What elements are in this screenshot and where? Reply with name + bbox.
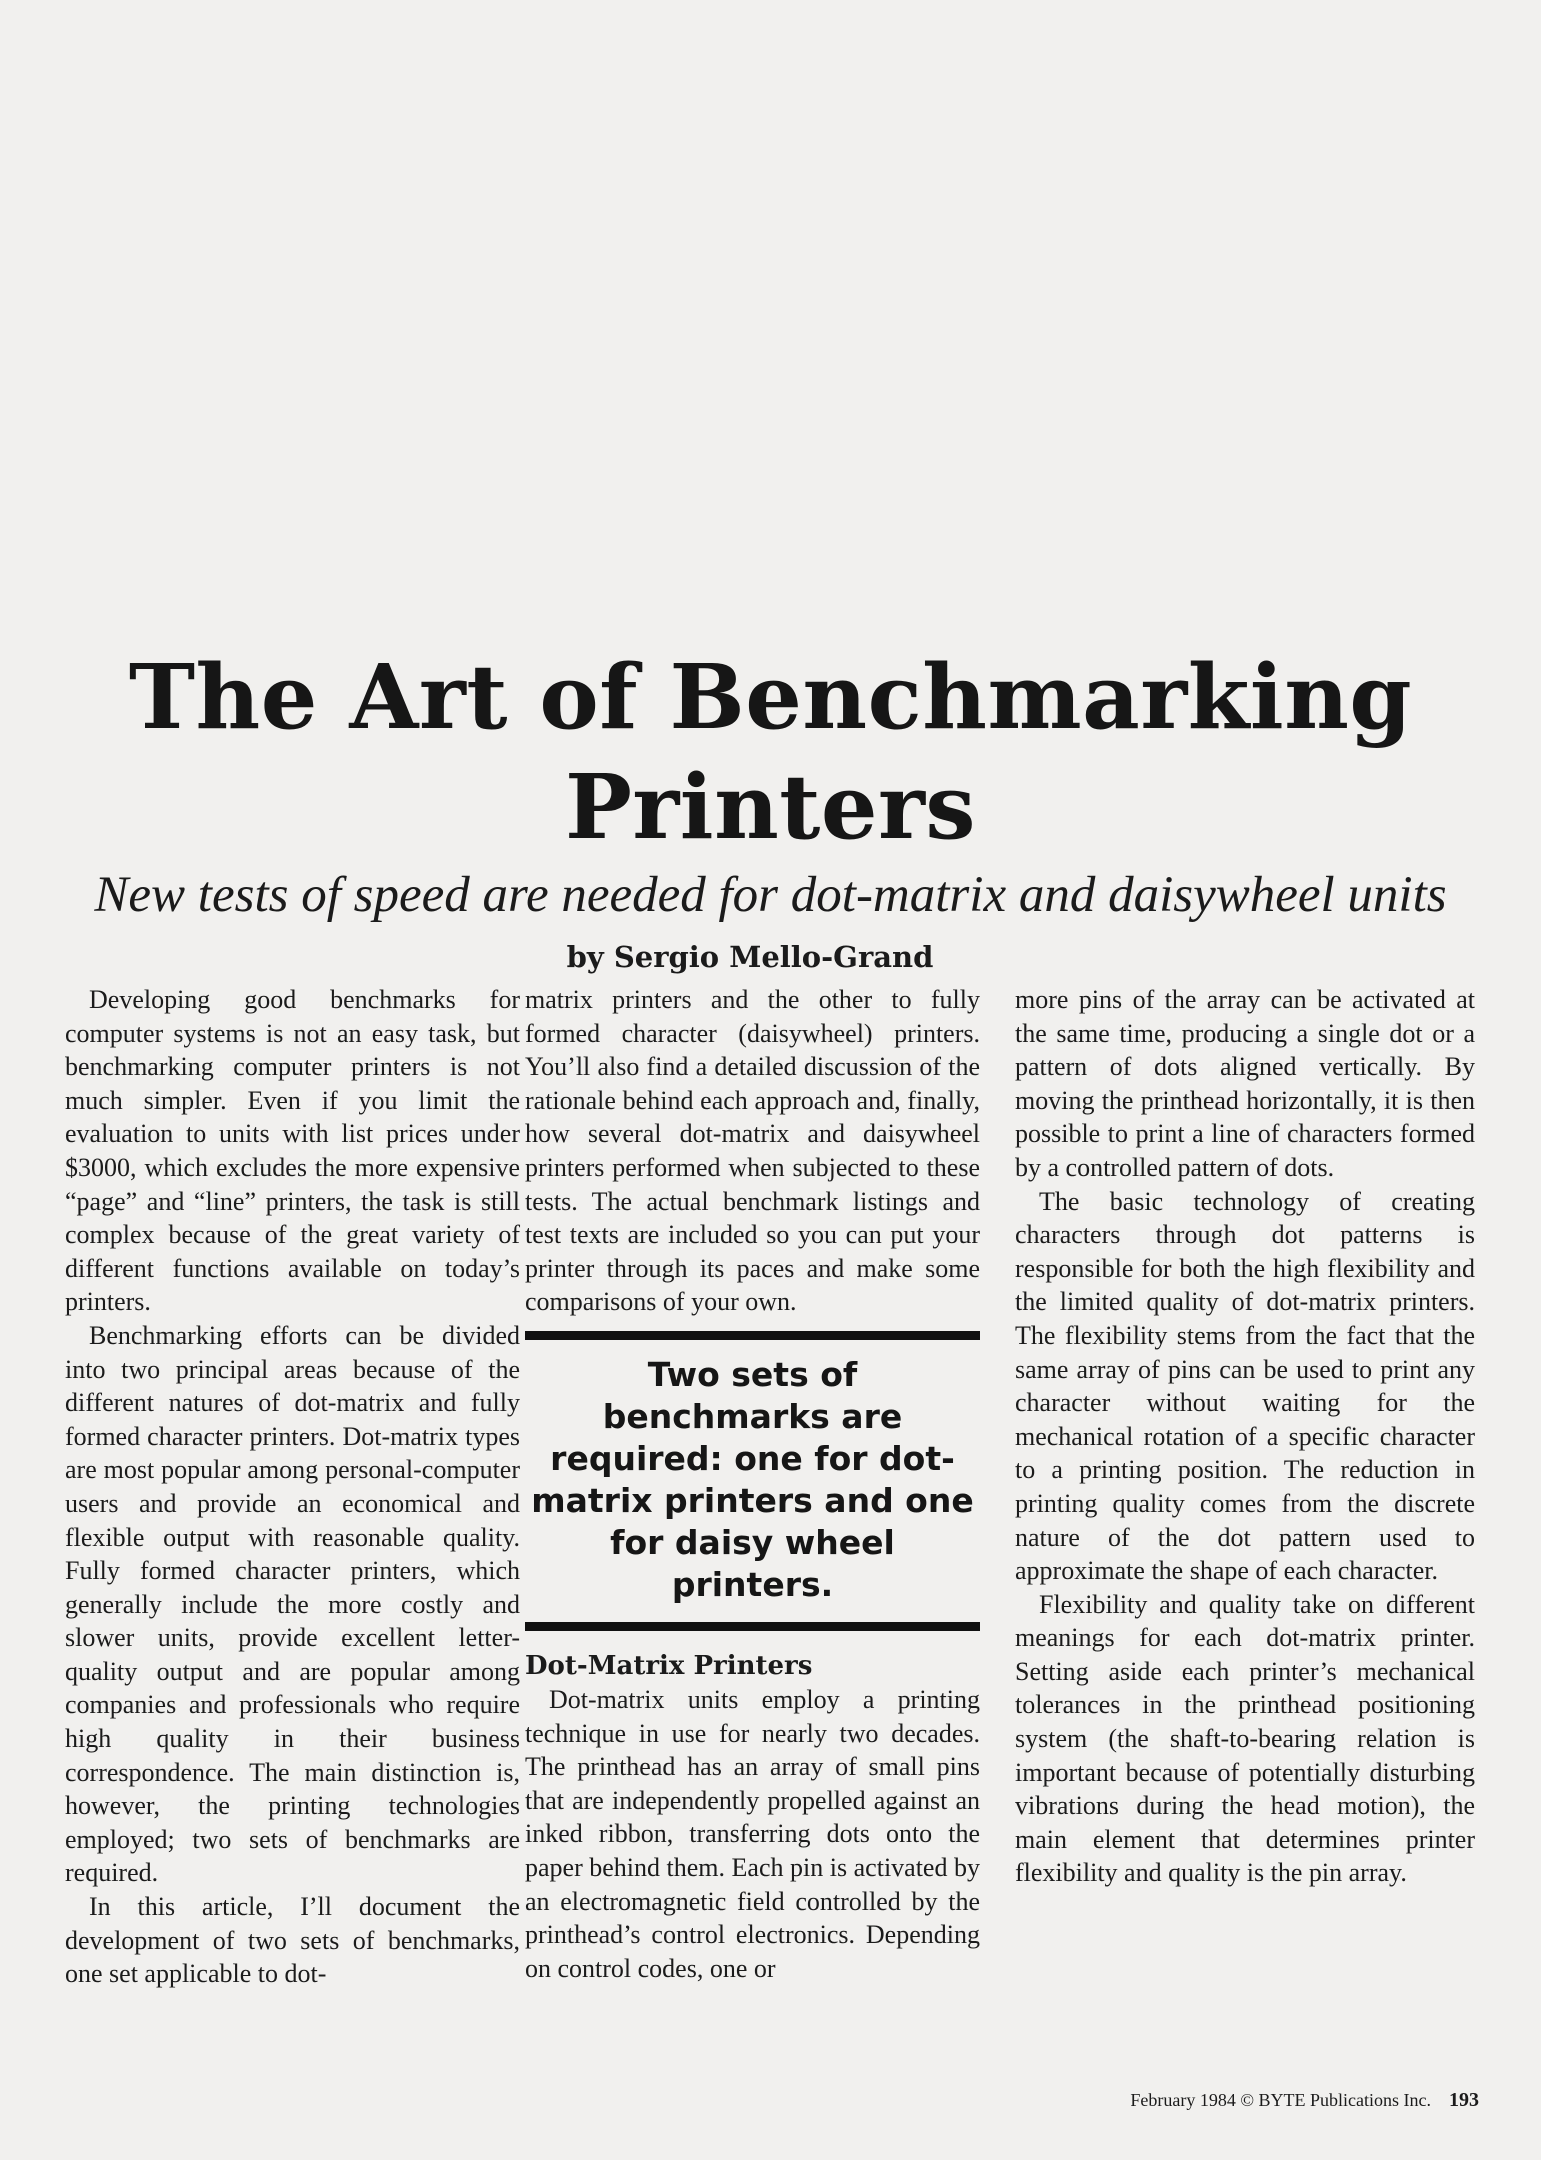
body-paragraph: Flexibility and quality take on different meanings for each dot-matrix printer. Setting aside each printer’s mechanical tolerances in the printhead positioning system (the shaft-to-bearing relation is important because of potentially disturbing vibrations during the head motion), the main element that determines printer flexibility and quality is the pin array. xyxy=(1015,1589,1475,1888)
body-paragraph: Benchmarking efforts can be divided into two principal areas because of the different natures of dot-matrix and fully formed character printers. Dot-matrix types are most popular among personal-computer users and provide an economical and flexible output with reasonable quality. Fully formed character printers, which generally include the more costly and slower units, provide excellent letter-quality output and are popular among companies and professionals who require high quality in their business correspondence. The main distinction is, however, the printing technologies employed; two sets of benchmarks are required. xyxy=(65,1320,520,1888)
publication-credit: February 1984 © BYTE Publications Inc. xyxy=(1130,2090,1431,2110)
article-title-line-1: The Art of Benchmarking xyxy=(128,644,1413,749)
article-title-line-2: Printers xyxy=(564,754,977,859)
text-column-1 xyxy=(65,983,520,1991)
article-byline: by Sergio Mello-Grand xyxy=(566,940,934,974)
body-paragraph: Dot-matrix units employ a printing technique in use for nearly two decades. The printhead has an array of small pins that are independently propelled against an inked ribbon, transferring dots onto the paper behind them. Each pin is activated by an electromagnetic field controlled by the printhead’s control electronics. Depending on control codes, one or xyxy=(525,1684,980,1983)
article-subtitle: New tests of speed are needed for dot-matrix and daisywheel units xyxy=(94,867,1447,923)
text-column-2 xyxy=(525,983,980,1985)
page-footer xyxy=(1130,2088,1479,2112)
text-column-3 xyxy=(1015,983,1475,1890)
body-paragraph: In this article, I’ll document the development of two sets of benchmarks, one set applicable to dot- xyxy=(65,1892,520,1989)
body-paragraph: matrix printers and the other to fully formed character (daisywheel) printers. You’ll also find a detailed discussion of the rationale behind each approach and, finally, how several dot-matrix and daisywheel printers performed when subjected to these tests. The actual benchmark listings and test texts are included so you can put your printer through its paces and make some comparisons of your own. xyxy=(525,985,980,1317)
pull-quote: Two sets of benchmarks are required: one for dot-matrix printers and one for daisy wheel printers. xyxy=(525,1331,980,1631)
article-title xyxy=(0,642,1541,862)
body-paragraph: Developing good benchmarks for computer systems is not an easy task, but benchmarking computer printers is not much simpler. Even if you limit the evaluation to units with list prices under $3000, which excludes the more expensive “page” and “line” printers, the task is still complex because of the great variety of different functions available on today’s printers. xyxy=(65,985,520,1317)
body-paragraph: The basic technology of creating characters through dot patterns is responsible for both the high flexibility and the limited quality of dot-matrix printers. The flexibility stems from the fact that the same array of pins can be used to print any character without waiting for the mechanical rotation of a specific character to a printing position. The reduction in printing quality comes from the discrete nature of the dot pattern used to approximate the shape of each character. xyxy=(1015,1186,1475,1586)
body-paragraph: more pins of the array can be activated at the same time, producing a single dot or a pattern of dots aligned vertically. By moving the printhead horizontally, it is then possible to print a line of characters formed by a controlled pattern of dots. xyxy=(1015,985,1475,1182)
page-number: 193 xyxy=(1449,2089,1479,2111)
section-heading: Dot-Matrix Printers xyxy=(525,1650,813,1681)
